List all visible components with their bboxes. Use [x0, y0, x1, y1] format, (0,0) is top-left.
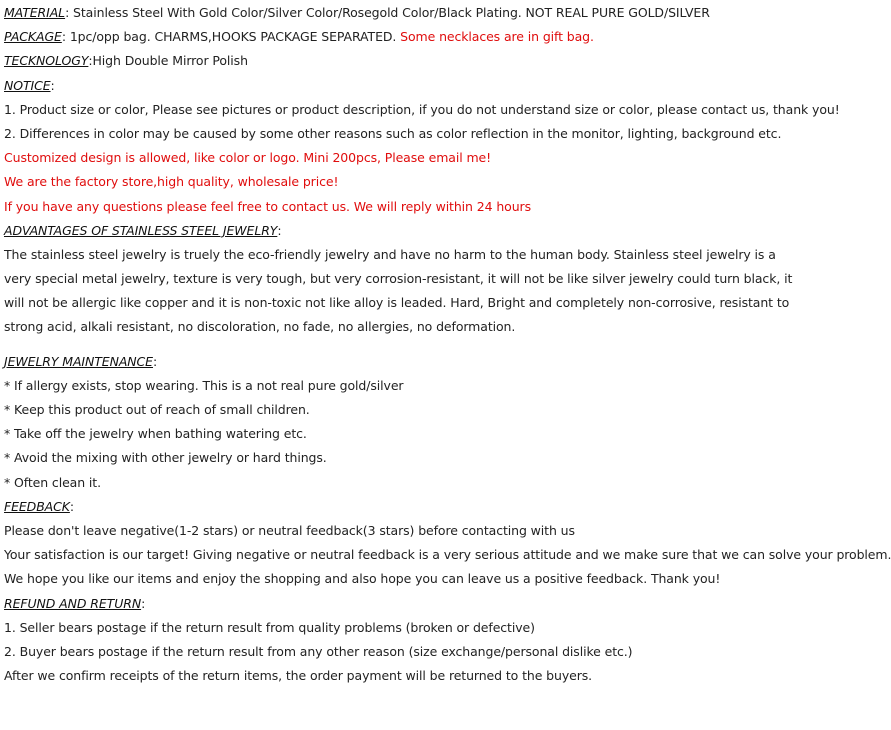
feedback-heading-line	[4, 495, 800, 519]
refund-heading-line	[4, 592, 800, 616]
maintenance-heading-line	[4, 350, 800, 374]
refund-heading-suffix: :	[141, 595, 146, 611]
refund-line-3: After we confirm receipts of the return items, the order payment will be returned to the buyers.	[4, 668, 593, 684]
feedback-line-1: Please don't leave negative(1-2 stars) or neutral feedback(3 stars) before contacting with us	[4, 523, 575, 538]
notice-heading-suffix: :	[50, 77, 55, 93]
maintenance-heading-suffix: :	[153, 353, 158, 369]
material-heading: MATERIAL	[4, 5, 66, 20]
section-spacer	[4, 340, 800, 350]
maintenance-item: * Avoid the mixing with other jewelry or hard things.	[4, 450, 327, 466]
technology-heading: TECKNOLOGY	[4, 53, 89, 69]
maintenance-item: * Often clean it.	[4, 474, 101, 490]
feedback-line-2: Your satisfaction is our target! Giving negative or neutral feedback is a very serious attitude and we make sure that we can solve your problem.	[4, 547, 891, 563]
notice-line-1: 1. Product size or color, Please see pictures or product description, if you do not understand size or color, please contact us, thank you!	[4, 101, 840, 117]
maintenance-item: * Keep this product out of reach of small children.	[4, 402, 310, 418]
material-text: : Stainless Steel With Gold Color/Silver Color/Rosegold Color/Black Plating. NOT REAL PURE GOLD/SILVER	[65, 5, 710, 20]
technology-text: :High Double Mirror Polish	[88, 53, 248, 69]
package-heading: PACKAGE	[4, 29, 62, 45]
refund-line-1: 1. Seller bears postage if the return result from quality problems (broken or defective)	[4, 619, 535, 635]
package-text: : 1pc/opp bag. CHARMS,HOOKS PACKAGE SEPARATED.	[61, 29, 401, 45]
feedback-heading-suffix: :	[69, 498, 74, 514]
feedback-heading: FEEDBACK	[4, 498, 70, 514]
material-line	[4, 1, 800, 25]
notice-line-2: 2. Differences in color may be caused by some other reasons such as color reflection in the monitor, lighting, background etc.	[4, 125, 782, 141]
advantages-paragraph: The stainless steel jewelry is truely the eco-friendly jewelry and have no harm to the human body. Stainless steel jewelry is a very special metal jewelry, texture is very tough, but very corrosion-resistant, it will not be like silver jewelry could turn black, it will not be allergic like copper and it is non-toxic not like alloy is leaded. Hard, Bright and completely non-corrosive, resistant to strong acid, alkali resistant, no discoloration, no fade, no allergies, no deformation.	[4, 246, 793, 335]
maintenance-item: * If allergy exists, stop wearing. This is a not real pure gold/silver	[4, 377, 404, 393]
notice-red-line-2: We are the factory store,high quality, wholesale price!	[4, 174, 339, 190]
advantages-heading: ADVANTAGES OF STAINLESS STEEL JEWELRY	[4, 222, 278, 238]
advantages-heading-suffix: :	[277, 222, 282, 238]
maintenance-heading: JEWELRY MAINTENANCE	[4, 353, 153, 369]
package-line	[4, 25, 800, 49]
package-red-note: Some necklaces are in gift bag.	[400, 29, 594, 45]
notice-heading: NOTICE	[4, 77, 51, 93]
notice-red-line-1: Customized design is allowed, like color or logo. Mini 200pcs, Please email me!	[4, 150, 492, 166]
notice-red-line-3: If you have any questions please feel free to contact us. We will reply within 24 hours	[4, 198, 531, 214]
maintenance-item: * Take off the jewelry when bathing watering etc.	[4, 426, 307, 442]
advantages-heading-line	[4, 219, 800, 243]
technology-line	[4, 49, 800, 73]
notice-heading-line	[4, 74, 800, 98]
refund-heading: REFUND AND RETURN	[4, 595, 142, 611]
feedback-line-3: We hope you like our items and enjoy the shopping and also hope you can leave us a positive feedback. Thank you!	[4, 571, 721, 587]
refund-line-2: 2. Buyer bears postage if the return result from any other reason (size exchange/personal dislike etc.)	[4, 643, 633, 659]
